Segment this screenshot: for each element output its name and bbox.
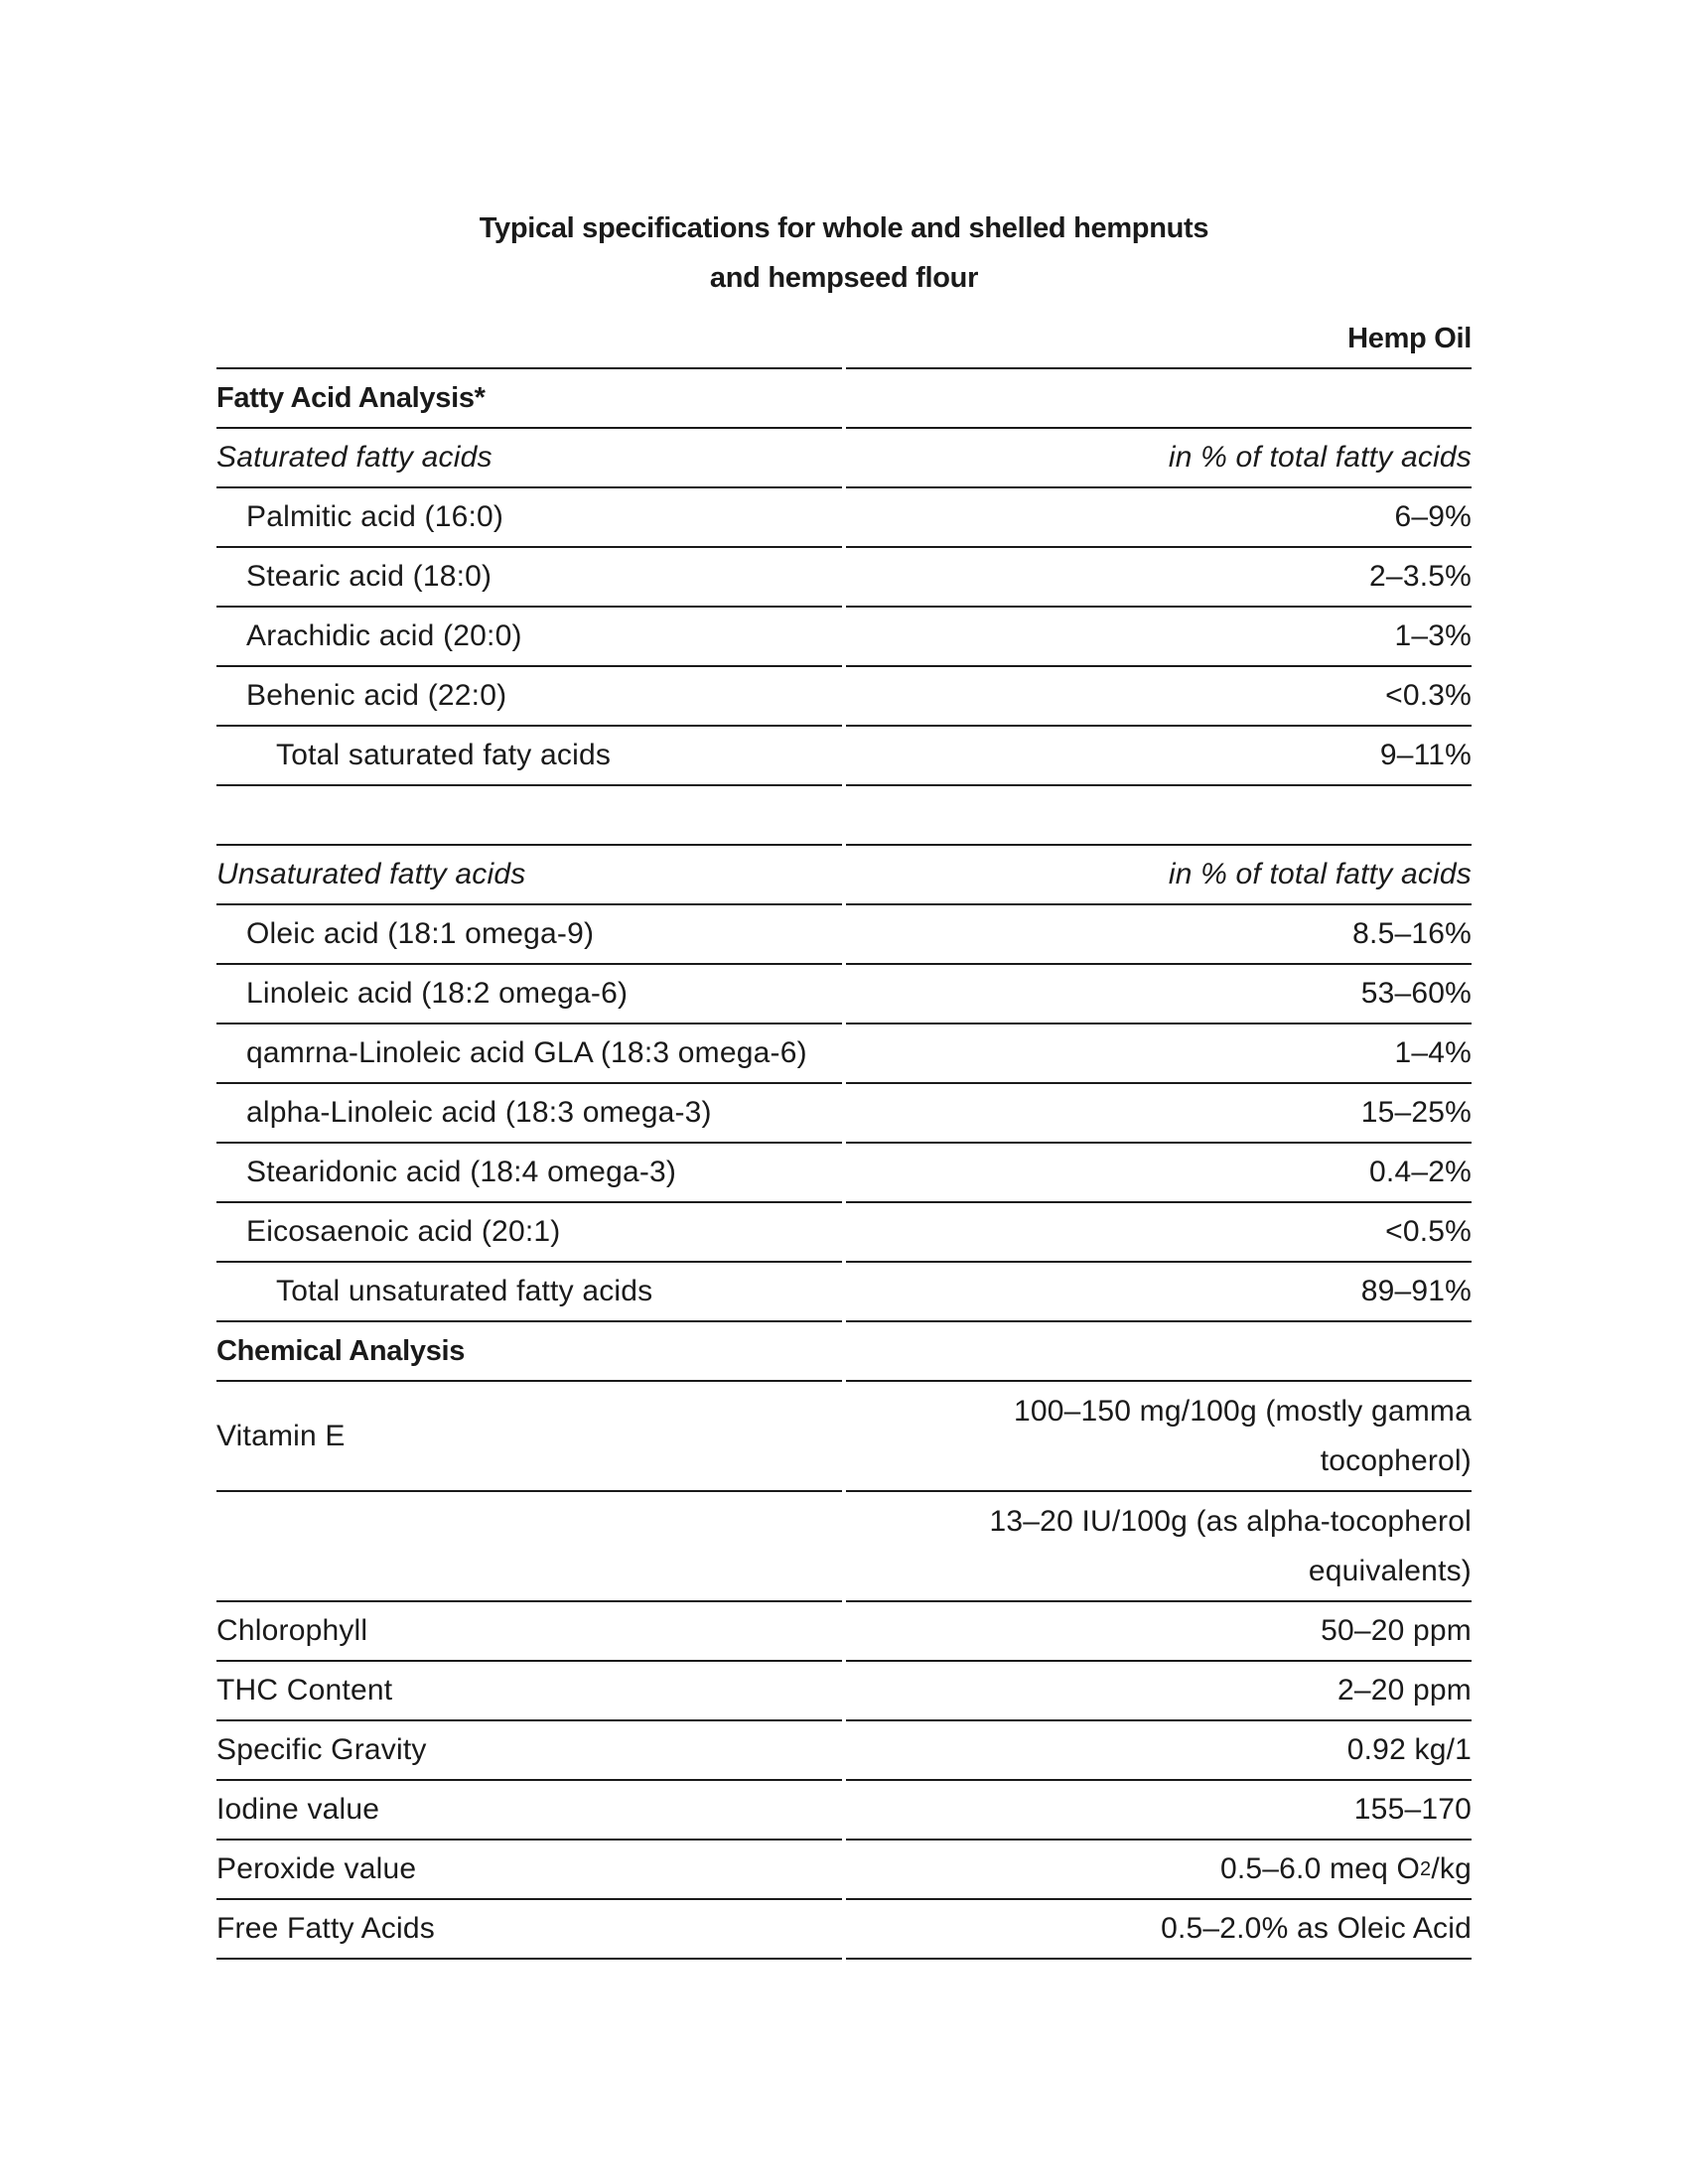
acid-value: <0.5%	[846, 1203, 1472, 1263]
vitamin-e-label: Vitamin E	[216, 1382, 842, 1492]
unsaturated-group-row	[216, 846, 1472, 905]
acid-value: 53–60%	[846, 965, 1472, 1024]
total-saturated-label: Total saturated faty acids	[216, 727, 842, 786]
fatty-acid-analysis-heading: Fatty Acid Analysis*	[216, 369, 842, 429]
acid-value: 1–4%	[846, 1024, 1472, 1084]
free-fatty-acids-value: 0.5–2.0% as Oleic Acid	[846, 1900, 1472, 1960]
vitamin-e-value-mg: 100–150 mg/100g (mostly gamma tocopherol)	[1013, 1394, 1472, 1477]
peroxide-value-suffix: /kg	[1431, 1852, 1472, 1885]
acid-value: 0.4–2%	[846, 1144, 1472, 1203]
table-row	[216, 488, 1472, 548]
acid-name: Stearidonic acid (18:4 omega-3)	[216, 1144, 842, 1203]
empty-cell	[846, 369, 1472, 429]
acid-value: 6–9%	[846, 488, 1472, 548]
table-row	[216, 667, 1472, 727]
property-name: Chlorophyll	[216, 1602, 842, 1662]
specifications-table	[216, 310, 1472, 1960]
acid-name: Behenic acid (22:0)	[216, 667, 842, 727]
acid-value: 8.5–16%	[846, 905, 1472, 965]
unsaturated-fatty-acids-label: Unsaturated fatty acids	[216, 846, 842, 905]
vitamin-e-value-iu: 13–20 IU/100g (as alpha-tocopherol equivalents)	[989, 1504, 1472, 1587]
section-heading-row	[216, 369, 1472, 429]
peroxide-value	[846, 1841, 1472, 1900]
header-left-cell	[216, 310, 842, 369]
property-value: 0.92 kg/1	[846, 1721, 1472, 1781]
spacer-row	[216, 786, 1472, 846]
peroxide-value-subscript: 2	[1420, 1858, 1432, 1880]
table-row	[216, 1492, 1472, 1602]
property-value: 50–20 ppm	[846, 1602, 1472, 1662]
table-header-row	[216, 310, 1472, 369]
acid-value: 2–3.5%	[846, 548, 1472, 608]
acid-name: qamrna-Linoleic acid GLA (18:3 omega-6)	[216, 1024, 842, 1084]
page-title-line-1: Typical specifications for whole and shelled hempnuts	[479, 212, 1209, 244]
acid-name: Palmitic acid (16:0)	[216, 488, 842, 548]
table-row	[216, 1024, 1472, 1084]
acid-name: Oleic acid (18:1 omega-9)	[216, 905, 842, 965]
empty-cell	[846, 1322, 1472, 1382]
table-row	[216, 1841, 1472, 1900]
table-row	[216, 905, 1472, 965]
total-row	[216, 1263, 1472, 1322]
saturated-fatty-acids-label: Saturated fatty acids	[216, 429, 842, 488]
table-row	[216, 1721, 1472, 1781]
section-heading-row	[216, 1322, 1472, 1382]
acid-name: Eicosaenoic acid (20:1)	[216, 1203, 842, 1263]
total-unsaturated-label: Total unsaturated fatty acids	[216, 1263, 842, 1322]
peroxide-value-prefix: 0.5–6.0 meq O	[1219, 1852, 1421, 1885]
page-title-line-2: and hempseed flour	[709, 262, 979, 294]
table-row	[216, 1084, 1472, 1144]
empty-cell	[216, 786, 842, 846]
acid-name: alpha-Linoleic acid (18:3 omega-3)	[216, 1084, 842, 1144]
acid-value: 15–25%	[846, 1084, 1472, 1144]
acid-name: Linoleic acid (18:2 omega-6)	[216, 965, 842, 1024]
acid-name: Stearic acid (18:0)	[216, 548, 842, 608]
saturated-group-row	[216, 429, 1472, 488]
table-row	[216, 548, 1472, 608]
unit-label: in % of total fatty acids	[846, 846, 1472, 905]
empty-cell	[216, 1492, 842, 1602]
peroxide-value-label: Peroxide value	[216, 1841, 842, 1900]
total-unsaturated-value: 89–91%	[846, 1263, 1472, 1322]
acid-value: <0.3%	[846, 667, 1472, 727]
table-row	[216, 1203, 1472, 1263]
table-row	[216, 1900, 1472, 1960]
table-row	[216, 1602, 1472, 1662]
table-row	[216, 965, 1472, 1024]
table-row	[216, 1781, 1472, 1841]
acid-name: Arachidic acid (20:0)	[216, 608, 842, 667]
free-fatty-acids-label: Free Fatty Acids	[216, 1900, 842, 1960]
empty-cell	[846, 786, 1472, 846]
table-row	[216, 1662, 1472, 1721]
total-row	[216, 727, 1472, 786]
column-header-hemp-oil: Hemp Oil	[846, 310, 1472, 369]
chemical-analysis-heading: Chemical Analysis	[216, 1322, 842, 1382]
table-row	[216, 1144, 1472, 1203]
property-name: Iodine value	[216, 1781, 842, 1841]
property-name: Specific Gravity	[216, 1721, 842, 1781]
property-value: 2–20 ppm	[846, 1662, 1472, 1721]
unit-label: in % of total fatty acids	[846, 429, 1472, 488]
property-name: THC Content	[216, 1662, 842, 1721]
table-row	[216, 608, 1472, 667]
table-row	[216, 1382, 1472, 1492]
acid-value: 1–3%	[846, 608, 1472, 667]
total-saturated-value: 9–11%	[846, 727, 1472, 786]
property-value: 155–170	[846, 1781, 1472, 1841]
